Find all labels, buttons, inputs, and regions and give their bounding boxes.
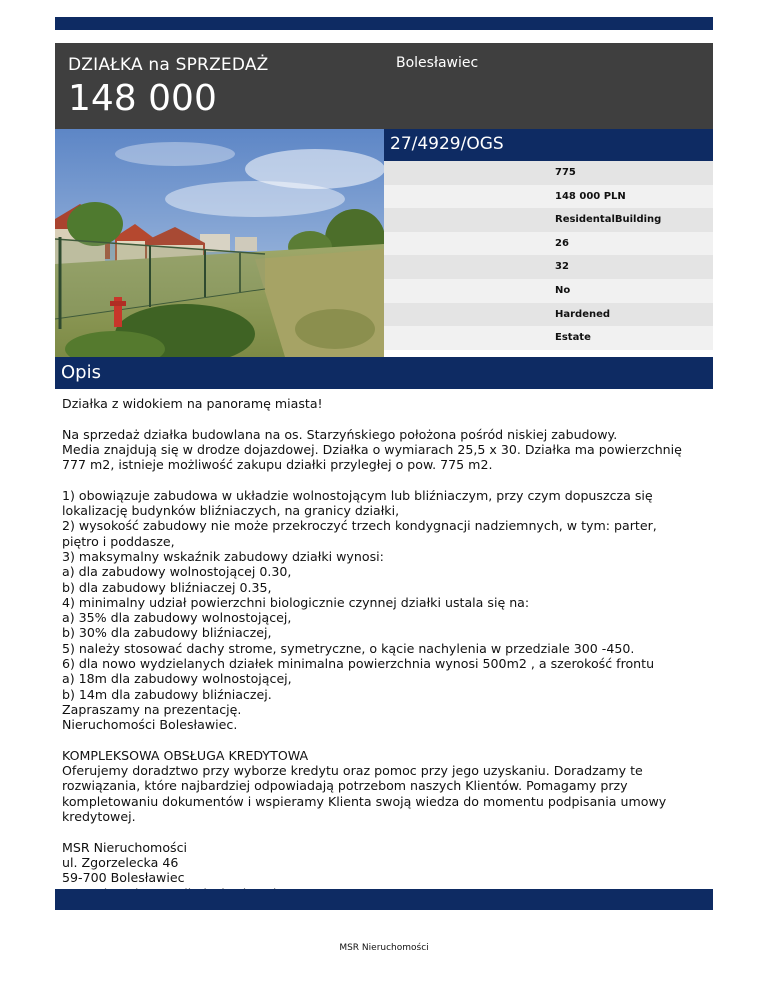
param-row bbox=[384, 303, 713, 327]
listing-type: DZIAŁKA na SPRZEDAŻ bbox=[68, 55, 269, 75]
param-row bbox=[384, 232, 713, 256]
param-row bbox=[384, 255, 713, 279]
param-value: No bbox=[555, 284, 571, 296]
param-value: 775 bbox=[555, 167, 576, 178]
bottom-accent-bar bbox=[55, 889, 713, 910]
param-value: Estate bbox=[555, 332, 591, 344]
footer-company: MSR Nieruchomości bbox=[339, 943, 429, 953]
listing-city: Bolesławiec bbox=[396, 55, 479, 71]
listing-price: 148 000 bbox=[68, 78, 217, 119]
top-accent-bar bbox=[55, 17, 713, 30]
reference-bar bbox=[384, 129, 713, 161]
param-row bbox=[384, 279, 713, 303]
param-value: 32 bbox=[555, 261, 569, 273]
description-heading: Opis bbox=[61, 362, 101, 383]
description-text: Działka z widokiem na panoramę miasta! Na sprzedaż działka budowlana na os. Starzyńskiego położona pośród niskiej zabudowy. Media znajdują się w drodze dojazdowej. Działka o wymiarach 25,5 x 30. Działka ma powierzchnię 777 m2, istnieje możliwość zakupu działki przyległej o pow. 775 m2. 1) obowiązuje zabudowa w układzie wolnostojącym lub bliźniaczym, przy czym dopuszcza się lokalizację budynków bliźniaczych, na granicy działki, 2) wysokość zabudowy nie może przekroczyć trzech kondygnacji nadziemnych, w tym: parter, piętro i poddasze, 3) maksymalny wskaźnik zabudowy działki wynosi: a) dla zabudowy wolnostojącej 0.30, b) dla zabudowy bliźniaczej 0.35, 4) minimalny udział powierzchni biologicznie czynnej działki ustala się na: a) 35% dla zabudowy wolnostojącej, b) 30% dla zabudowy bliźniaczej, 5) należy stosować dachy strome, symetryczne, o kącie nachylenia w przedziale 300 -450. 6) dla nowo wydzielanych działek minimalna powierzchnia wynosi 500m2 , a szerokość frontu a) 18m dla zabudowy wolnostojącej, b) 14m dla zabudowy bliźniaczej. Zapraszamy na prezentację. Nieruchomości Bolesławiec. KOMPLEKSOWA OBSŁUGA KREDYTOWA Oferujemy doradztwo przy wyborze kredytu oraz pomoc przy jego uzyskaniu. Doradzamy te rozwiązania, które najbardziej odpowiadają potrzebom naszych Klientów. Pomagamy przy kompletowaniu dokumentów i wspieramy Klienta swoją wiedza do momentu podpisania umowy kredytowej. MSR Nieruchomości ul. Zgorzelecka 46 59-700 Bolesławiec bbox=[62, 396, 682, 886]
param-row bbox=[384, 161, 713, 185]
param-value: Hardened bbox=[555, 308, 611, 320]
reference-number: 27/4929/OGS bbox=[390, 134, 504, 154]
param-row bbox=[384, 326, 713, 350]
param-row bbox=[384, 185, 713, 209]
param-row bbox=[384, 208, 713, 232]
property-photo bbox=[55, 129, 384, 357]
param-value: ResidentalBuilding bbox=[555, 214, 662, 226]
description-heading-bar bbox=[55, 357, 713, 389]
parameters-table bbox=[384, 161, 713, 350]
param-value: 148 000 PLN bbox=[555, 190, 626, 202]
param-value: 26 bbox=[555, 237, 569, 249]
listing-header bbox=[55, 43, 713, 129]
